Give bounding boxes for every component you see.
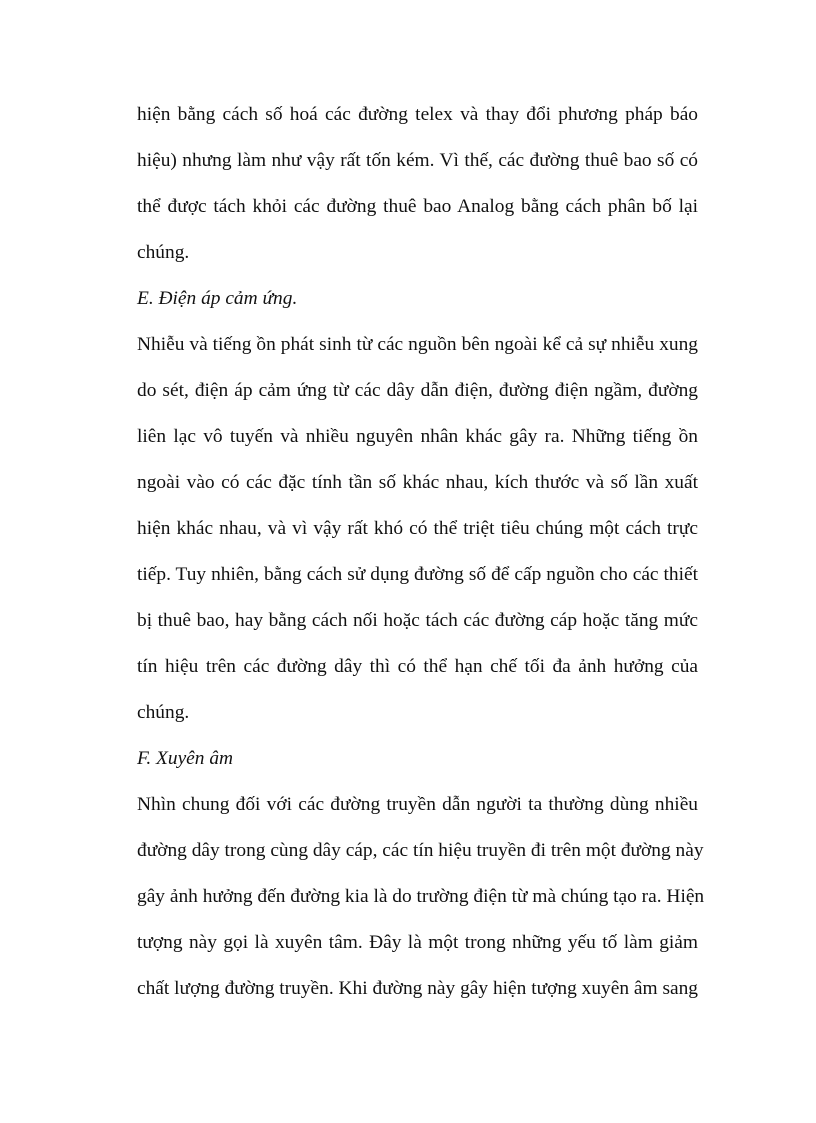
paragraph-line: tượng này gọi là xuyên tâm. Đây là một trong những yếu tố làm giảm xyxy=(137,932,698,953)
paragraph-line: chất lượng đường truyền. Khi đường này gây hiện tượng xuyên âm sang xyxy=(137,978,698,999)
paragraph-line: hiện bằng cách số hoá các đường telex và thay đổi phương pháp báo xyxy=(137,104,698,125)
paragraph-line: Nhìn chung đối với các đường truyền dẫn người ta thường dùng nhiều xyxy=(137,794,698,815)
paragraph-continuation xyxy=(137,92,698,276)
paragraph-line: tín hiệu trên các đường dây thì có thể hạn chế tối đa ảnh hưởng của xyxy=(137,656,698,677)
paragraph-line: bị thuê bao, hay bằng cách nối hoặc tách các đường cáp hoặc tăng mức xyxy=(137,610,698,631)
paragraph-line: do sét, điện áp cảm ứng từ các dây dẫn điện, đường điện ngầm, đường xyxy=(137,380,698,401)
section-heading-f: F. Xuyên âm xyxy=(137,748,234,769)
paragraph-line: đường dây trong cùng dây cáp, các tín hiệu truyền đi trên một đường này xyxy=(137,840,704,861)
paragraph-line: tiếp. Tuy nhiên, bằng cách sử dụng đường số để cấp nguồn cho các thiết xyxy=(137,564,698,585)
paragraph-line: hiện khác nhau, và vì vậy rất khó có thể triệt tiêu chúng một cách trực xyxy=(137,518,698,539)
section-e-paragraph xyxy=(137,322,698,736)
paragraph-line: ngoài vào có các đặc tính tần số khác nhau, kích thước và số lần xuất xyxy=(137,472,698,493)
paragraph-line: hiệu) nhưng làm như vậy rất tốn kém. Vì thế, các đường thuê bao số có xyxy=(137,150,698,171)
section-heading-e: E. Điện áp cảm ứng. xyxy=(137,288,298,309)
paragraph-line: liên lạc vô tuyến và nhiều nguyên nhân khác gây ra. Những tiếng ồn xyxy=(137,426,698,447)
paragraph-line: gây ảnh hưởng đến đường kia là do trường điện từ mà chúng tạo ra. Hiện xyxy=(137,886,705,907)
paragraph-line: chúng. xyxy=(137,242,190,263)
paragraph-line: chúng. xyxy=(137,702,190,723)
document-page xyxy=(137,92,705,1012)
paragraph-line: Nhiễu và tiếng ồn phát sinh từ các nguồn bên ngoài kể cả sự nhiễu xung xyxy=(137,334,698,355)
paragraph-line: thể được tách khỏi các đường thuê bao Analog bằng cách phân bố lại xyxy=(137,196,698,217)
section-f-paragraph xyxy=(137,782,705,1012)
